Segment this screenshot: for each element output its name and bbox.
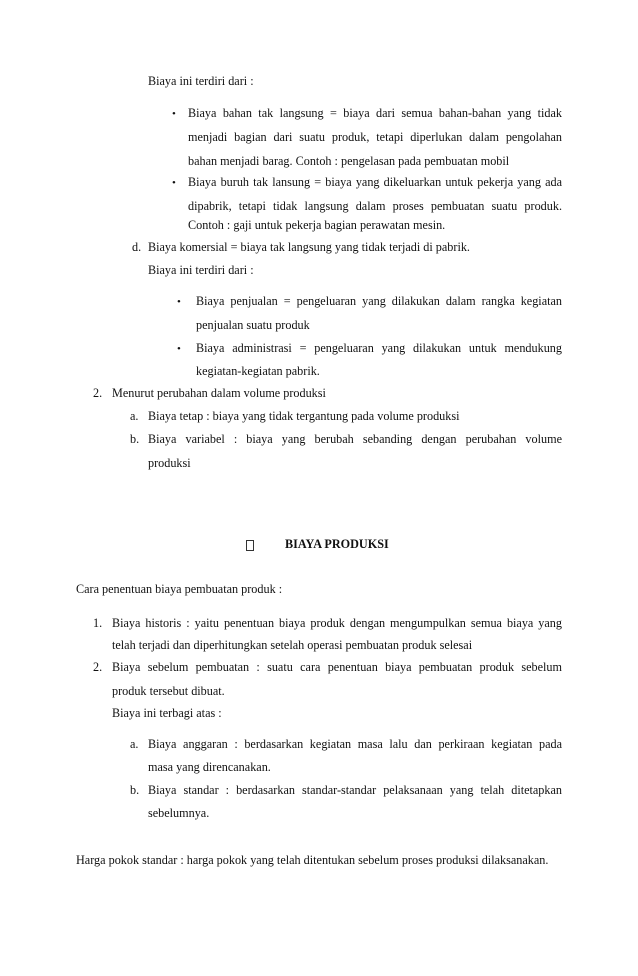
- cara-subintro-text: Biaya ini terbagi atas :: [112, 706, 222, 720]
- bullet-marker: •: [172, 108, 176, 120]
- bullet-line: menjadi bagian dari suatu produk, tetapi diperlukan dalam pengolahan: [188, 130, 562, 144]
- bullet-marker: •: [172, 177, 176, 189]
- biaya-intro-text: Biaya ini terdiri dari :: [148, 74, 254, 88]
- item-label: d.: [132, 240, 142, 254]
- sub-item-label: b.: [130, 783, 140, 797]
- sub-item-label: a.: [130, 737, 139, 751]
- cara-item-line: telah terjadi dan diperhitungkan setelah operasi pembuatan produk selesai: [112, 638, 473, 652]
- sub-item-label: b.: [130, 432, 140, 446]
- bullet-line: bahan menjadi barag. Contoh : pengelasan pada pembuatan mobil: [188, 154, 510, 168]
- cara-item-line: produk tersebut dibuat.: [112, 684, 225, 698]
- sub-item-line: Biaya variabel : biaya yang berubah sebanding dengan perubahan volume: [148, 432, 562, 446]
- bullet-line: penjualan suatu produk: [196, 318, 310, 332]
- cara-intro-text: Cara penentuan biaya pembuatan produk :: [76, 582, 283, 596]
- bullet-line: dipabrik, tetapi tidak langsung dalam proses pembuatan suatu produk.: [188, 199, 562, 213]
- sub-item-line: masa yang direncanakan.: [148, 760, 271, 774]
- item-d-text: Biaya komersial = biaya tak langsung yang tidak terjadi di pabrik.: [148, 240, 470, 254]
- missing-glyph-icon: [246, 540, 254, 551]
- sub-item-line: sebelumnya.: [148, 806, 210, 820]
- bullet-line: Contoh : gaji untuk pekerja bagian perawatan mesin.: [188, 218, 446, 232]
- sub-item-line: Biaya anggaran : berdasarkan kegiatan masa lalu dan perkiraan kegiatan pada: [148, 737, 562, 751]
- bullet-line: kegiatan-kegiatan pabrik.: [196, 364, 320, 378]
- biaya-intro-text: Biaya ini terdiri dari :: [148, 263, 254, 277]
- cara-item-line: Biaya historis : yaitu penentuan biaya produk dengan mengumpulkan semua biaya yang: [112, 616, 562, 630]
- cara-item-line: Biaya sebelum pembuatan : suatu cara penentuan biaya pembuatan produk sebelum: [112, 660, 562, 674]
- sub-item-line: Biaya standar : berdasarkan standar-standar pelaksanaan yang telah ditetapkan: [148, 783, 562, 797]
- sub-item-line: produksi: [148, 456, 191, 470]
- bullet-line: Biaya bahan tak langsung = biaya dari semua bahan-bahan yang tidak: [188, 106, 562, 120]
- bullet-line: Biaya penjualan = pengeluaran yang dilakukan dalam rangka kegiatan: [196, 294, 562, 308]
- section-heading: BIAYA PRODUKSI: [285, 537, 389, 551]
- sub-item-label: a.: [130, 409, 139, 423]
- item-label: 2.: [93, 660, 103, 674]
- item-label: 1.: [93, 616, 103, 630]
- bullet-marker: •: [177, 343, 181, 355]
- bullet-line: Biaya administrasi = pengeluaran yang dilakukan untuk mendukung: [196, 341, 562, 355]
- sub-item-line: Biaya tetap : biaya yang tidak tergantung pada volume produksi: [148, 409, 460, 423]
- bullet-marker: •: [177, 296, 181, 308]
- bullet-line: Biaya buruh tak lansung = biaya yang dikeluarkan untuk pekerja yang ada: [188, 175, 562, 189]
- item-label: 2.: [93, 386, 103, 400]
- harga-pokok-text: Harga pokok standar : harga pokok yang telah ditentukan sebelum proses produksi dilaksanakan.: [76, 853, 549, 867]
- item-2-text: Menurut perubahan dalam volume produksi: [112, 386, 326, 400]
